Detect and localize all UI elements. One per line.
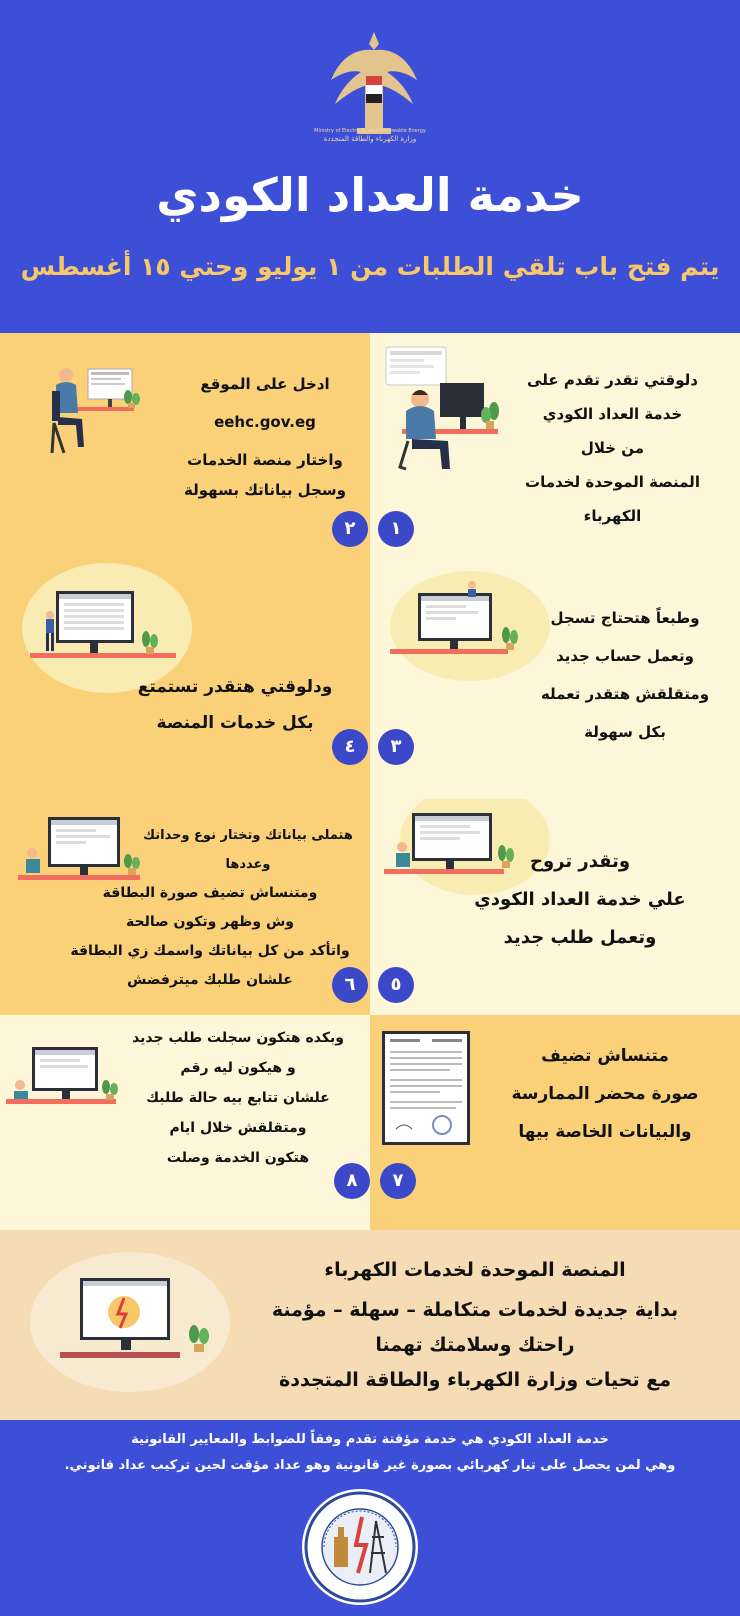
closing-panel bbox=[0, 1230, 740, 1420]
closing-text bbox=[230, 1250, 720, 1400]
step-6-panel bbox=[0, 799, 370, 1015]
step-2-badge: ٢ bbox=[332, 511, 368, 547]
step-2-panel bbox=[0, 333, 370, 559]
step-8-badge: ٨ bbox=[334, 1163, 370, 1199]
header bbox=[0, 0, 740, 333]
step-4-line: بكل خدمات المنصة bbox=[156, 713, 314, 733]
step-5-line: وتعمل طلب جديد bbox=[503, 927, 657, 948]
step-5-text bbox=[430, 843, 730, 957]
step-6-line: واتأكد من كل بياناتك واسمك زي البطاقة bbox=[70, 943, 350, 959]
step-3-line: ومتقلقش هتقدر تعمله bbox=[540, 685, 710, 703]
step-2-line: واختار منصة الخدمات bbox=[187, 451, 343, 469]
step-6-line: ومتنساش تضيف صورة البطاقة bbox=[102, 885, 318, 901]
step-4-text bbox=[120, 669, 350, 741]
step-6-text bbox=[130, 821, 366, 879]
website-url[interactable]: eehc.gov.eg bbox=[214, 413, 316, 431]
step-1-line: دلوقتي تقدر تقدم على bbox=[527, 371, 698, 389]
step-3-line: بكل سهولة bbox=[584, 723, 666, 741]
step-4-panel bbox=[0, 559, 370, 799]
step-6-text-continued bbox=[60, 879, 360, 995]
step-4-line: ودلوقتي هتقدر تستمتع bbox=[137, 677, 333, 697]
step-8-line: و هيكون ليه رقم bbox=[180, 1060, 296, 1076]
step-3-panel bbox=[370, 559, 740, 799]
step-5-badge: ٥ bbox=[378, 967, 414, 1003]
step-3-line: وتعمل حساب جديد bbox=[556, 647, 694, 665]
step-5-panel bbox=[370, 799, 740, 1015]
disclaimer-line-2: وهي لمن يحصل على تيار كهربائي بصورة غير قانونية وهو عداد مؤقت لحين تركيب عداد قانوني. bbox=[64, 1458, 676, 1473]
step-1-line: المنصة الموحدة لخدمات الكهرباء bbox=[525, 473, 700, 525]
document-form-icon bbox=[382, 1031, 470, 1145]
step-3-line: وطبعاً هتحتاج تسجل bbox=[550, 609, 700, 627]
step-7-text bbox=[470, 1037, 740, 1151]
disclaimer-line-1: خدمة العداد الكودي هي خدمة مؤقتة تقدم وفقاً للضوابط والمعايير القانونية bbox=[131, 1432, 609, 1447]
step-5-line: علي خدمة العداد الكودي bbox=[474, 889, 686, 910]
closing-line: المنصة الموحدة لخدمات الكهرباء bbox=[324, 1259, 626, 1281]
step-7-line: متنساش تضيف bbox=[541, 1046, 669, 1066]
step-1-text bbox=[500, 363, 725, 533]
step-8-panel bbox=[0, 1015, 370, 1230]
monitor-icon bbox=[6, 1041, 124, 1121]
monitor-icon bbox=[390, 569, 540, 669]
closing-line: راحتك وسلامتك تهمنا bbox=[375, 1334, 575, 1356]
step-4-badge: ٤ bbox=[332, 729, 368, 765]
step-5-line: وتقدر تروح bbox=[529, 851, 631, 872]
step-6-badge: ٦ bbox=[332, 967, 368, 1003]
step-7-line: والبيانات الخاصة بيها bbox=[518, 1122, 692, 1142]
monitor-icon bbox=[26, 581, 176, 681]
closing-line: بداية جديدة لخدمات متكاملة – سهلة – مؤمنة bbox=[271, 1299, 679, 1321]
step-2-line: ادخل على الموقع bbox=[200, 375, 330, 393]
step-6-line: وش وظهر وتكون صالحة bbox=[126, 914, 294, 930]
step-2-text bbox=[180, 365, 350, 501]
ministry-seal-icon bbox=[300, 1487, 420, 1607]
logo-caption-arabic: وزارة الكهرباء والطاقة المتجددة bbox=[323, 135, 417, 143]
person-at-computer-icon bbox=[46, 361, 146, 461]
step-1-badge: ١ bbox=[378, 511, 414, 547]
page-title: خدمة العداد الكودي bbox=[156, 168, 584, 222]
step-8-line: ومتقلقش خلال ايام bbox=[169, 1120, 307, 1136]
step-7-badge: ٧ bbox=[380, 1163, 416, 1199]
step-1-panel bbox=[370, 333, 740, 559]
step-6-line: علشان طلبك ميترفضش bbox=[127, 972, 293, 988]
step-3-badge: ٣ bbox=[378, 729, 414, 765]
step-8-line: وبكده هتكون سجلت طلب جديد bbox=[132, 1030, 344, 1046]
step-8-line: هتكون الخدمة وصلت bbox=[166, 1150, 310, 1166]
closing-line: مع تحيات وزارة الكهرباء والطاقة المتجددة bbox=[279, 1369, 671, 1391]
step-1-line: من خلال bbox=[580, 439, 645, 457]
step-8-line: علشان تتابع بيه حالة طلبك bbox=[146, 1090, 330, 1106]
step-8-text bbox=[110, 1023, 366, 1173]
logo-caption-english: Ministry of Electricity and Renewable Energy bbox=[314, 128, 426, 134]
step-6-line: وعددها bbox=[225, 857, 271, 872]
page-subtitle: يتم فتح باب تلقي الطلبات من ١ يوليو وحتي ١٥ أغسطس bbox=[20, 252, 720, 281]
step-7-line: صورة محضر الممارسة bbox=[511, 1084, 699, 1104]
step-2-line: وسجل بياناتك بسهولة bbox=[184, 481, 346, 499]
monitor-icon bbox=[60, 1274, 220, 1384]
person-at-computer-icon bbox=[382, 341, 502, 491]
step-3-text bbox=[520, 599, 730, 751]
step-6-line: هتملى بياناتك وتختار نوع وحداتك bbox=[143, 828, 353, 843]
step-7-panel bbox=[370, 1015, 740, 1230]
step-1-line: خدمة العداد الكودي bbox=[542, 405, 683, 423]
